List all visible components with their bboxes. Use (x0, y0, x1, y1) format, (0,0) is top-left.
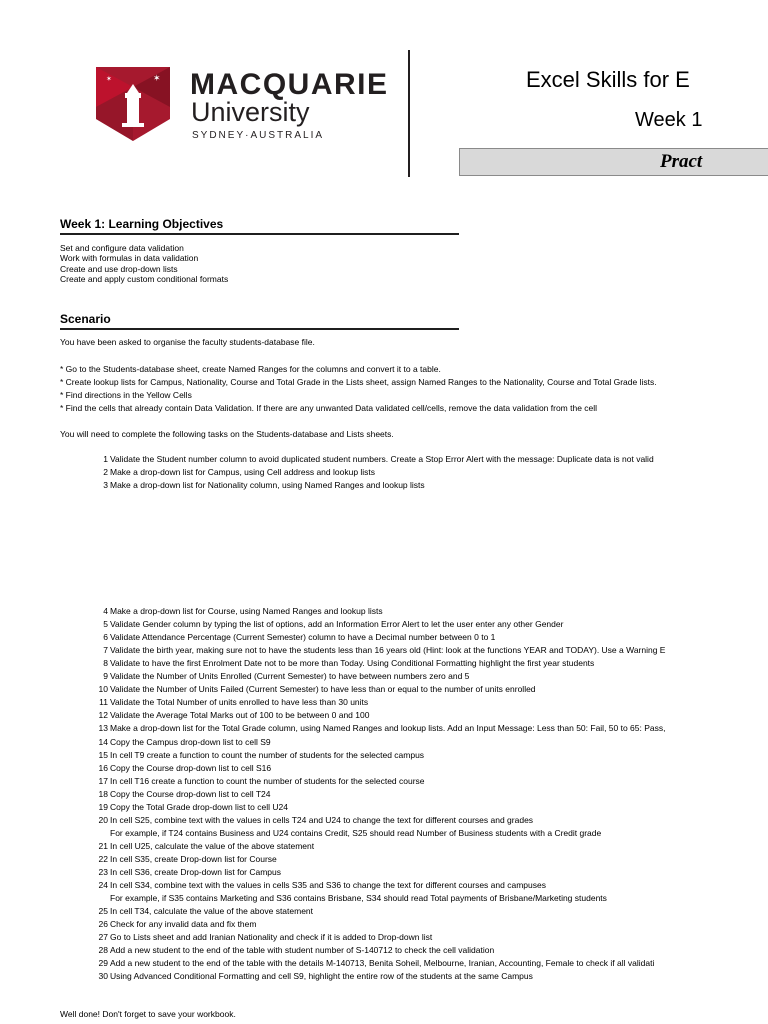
task-text: Add a new student to the end of the table with student number of S-140712 to check the cell validation (110, 945, 495, 956)
task-text: In cell T34, calculate the value of the above statement (110, 906, 314, 917)
task-number: 27 (98, 932, 108, 943)
scenario-bullet: * Find directions in the Yellow Cells (60, 390, 192, 400)
task-text: Validate the Average Total Marks out of 100 to be between 0 and 100 (110, 710, 370, 721)
task-text: Copy the Course drop-down list to cell S16 (110, 762, 272, 773)
task-number: 21 (98, 840, 108, 851)
task-text: In cell U25, calculate the value of the above statement (110, 840, 315, 851)
task-text: In cell S36, create Drop-down list for Campus (110, 867, 282, 877)
task-number: 14 (98, 736, 108, 747)
task-number: 5 (103, 619, 108, 630)
task-number: 30 (98, 971, 108, 982)
brand-subtitle: University (191, 97, 310, 127)
task-number: 28 (98, 945, 108, 956)
scenario-intro: You have been asked to organise the faculty students-database file. (60, 337, 315, 347)
objective-item: Work with formulas in data validation (60, 253, 199, 264)
course-title: Excel Skills for E (526, 67, 690, 92)
task-text: Validate the Number of Units Failed (Current Semester) to have less than or equal to the number of units enrolled (110, 684, 536, 695)
task-text: Make a drop-down list for the Total Grade column, using Named Ranges and lookup lists. Add an Input Message: Less than 50: Fail, 50 to 65: Pass, (110, 723, 666, 734)
practice-banner (459, 148, 768, 176)
task-number: 23 (98, 867, 108, 877)
scenario-bullets (60, 363, 657, 415)
task-number: 15 (98, 749, 108, 760)
task-number: 17 (98, 775, 108, 786)
task-number: 3 (103, 480, 108, 491)
task-text: Make a drop-down list for Campus, using Cell address and lookup lists (110, 467, 376, 478)
task-number: 18 (98, 788, 108, 799)
task-number: 1 (103, 454, 108, 464)
scenario-bullet: * Go to the Students-database sheet, create Named Ranges for the columns and convert it to a table. (60, 364, 441, 374)
task-text: Using Advanced Conditional Formatting and cell S9, highlight the entire row of the students at the same Campus (110, 971, 533, 982)
task-text: Validate Gender column by typing the list of options, add an Information Error Alert to let the user enter any other Gender (110, 619, 564, 630)
task-text: Validate the birth year, making sure not to have the students less than 16 years old (Hint: look at the functions YEAR and TODAY). Use a Warning E (110, 645, 666, 656)
task-number: 25 (98, 906, 108, 917)
objective-item: Set and configure data validation (60, 243, 184, 253)
task-text: In cell T9 create a function to count the number of students for the selected campus (110, 749, 425, 760)
task-text: Validate the Student number column to avoid duplicated student numbers. Create a Stop Error Alert with the message: Duplicate data is not valid (110, 454, 654, 464)
task-number: 12 (98, 710, 108, 721)
task-number: 29 (98, 958, 108, 969)
task-text: Copy the Campus drop-down list to cell S9 (110, 736, 271, 747)
task-number: 10 (98, 684, 108, 695)
objectives-heading: Week 1: Learning Objectives (60, 217, 459, 235)
task-text: In cell S34, combine text with the values in cells S35 and S36 to change the text for different courses and campuses (110, 880, 546, 891)
task-number: 2 (103, 467, 108, 478)
task-number: 11 (99, 697, 108, 708)
task-example-text: For example, if S35 contains Marketing and S36 contains Brisbane, S34 should read Total payments of Brisbane/Marketing students (110, 893, 607, 904)
task-number: 13 (98, 723, 108, 734)
task-text: Validate to have the first Enrolment Date not to be more than Today. Using Conditional Formatting highlight the first year students (110, 658, 595, 669)
task-number: 16 (98, 762, 108, 773)
task-number: 7 (103, 645, 108, 656)
task-text: Validate the Total Number of units enrolled to have less than 30 units (110, 697, 369, 708)
svg-text:✶: ✶ (153, 74, 161, 84)
scenario-bullet: * Find the cells that already contain Data Validation. If there are any unwanted Data validated cell/cells, remove the data validation from the cell (60, 403, 598, 413)
task-text: Add a new student to the end of the table with the details M-140713, Benita Soheil, Melbourne, Iranian, Accounting, Female to check if all validati (110, 958, 655, 969)
tasks-intro: You will need to complete the following tasks on the Students-database and Lists sheets. (60, 429, 394, 439)
scenario-heading: Scenario (60, 312, 459, 330)
objectives-list (60, 243, 228, 284)
practice-label: Pract (660, 151, 703, 172)
header-divider (408, 50, 410, 177)
task-text: Make a drop-down list for Course, using Named Ranges and lookup lists (110, 606, 383, 616)
week-title: Week 1 (635, 109, 703, 131)
task-number: 24 (98, 880, 108, 891)
task-text: Validate Attendance Percentage (Current Semester) column to have a Decimal number between 0 to 1 (110, 632, 496, 643)
svg-text:✶: ✶ (106, 75, 112, 83)
brand-location: SYDNEY·AUSTRALIA (192, 130, 325, 141)
task-number: 22 (98, 853, 108, 864)
task-text: In cell S35, create Drop-down list for Course (110, 853, 277, 864)
footer-note: Well done! Don't forget to save your workbook. (60, 1009, 236, 1019)
task-text: Validate the Number of Units Enrolled (Current Semester) to have between numbers zero and 5 (110, 671, 470, 682)
task-text: In cell S25, combine text with the values in cells T24 and U24 to change the text for different courses and grades (110, 814, 534, 825)
objective-item: Create and use drop-down lists (60, 263, 178, 274)
task-text: Check for any invalid data and fix them (110, 919, 257, 930)
task-text: Make a drop-down list for Nationality column, using Named Ranges and lookup lists (110, 480, 425, 491)
task-number: 26 (98, 919, 108, 930)
scenario-bullet: * Create lookup lists for Campus, Nationality, Course and Total Grade in the Lists sheet, assign Named Ranges to the Nationality, Course and Total Grade lists. (60, 377, 657, 387)
task-text: In cell T16 create a function to count the number of students for the selected course (110, 775, 425, 786)
university-logo-shield (96, 67, 170, 141)
task-number: 20 (98, 814, 108, 825)
task-number: 4 (103, 606, 108, 616)
task-text: Copy the Course drop-down list to cell T24 (110, 788, 271, 799)
task-text: Go to Lists sheet and add Iranian Nationality and check if it is added to Drop-down list (110, 932, 433, 943)
task-number: 9 (103, 671, 108, 682)
brand-name: MACQUARIE (190, 68, 389, 101)
task-number: 8 (103, 658, 108, 669)
task-text: Copy the Total Grade drop-down list to cell U24 (110, 801, 288, 812)
task-number: 6 (103, 632, 108, 643)
task-number: 19 (98, 801, 108, 812)
task-example-text: For example, if T24 contains Business and U24 contains Credit, S25 should read Number of Business students with a Credit grade (110, 827, 602, 838)
objective-item: Create and apply custom conditional formats (60, 273, 229, 284)
